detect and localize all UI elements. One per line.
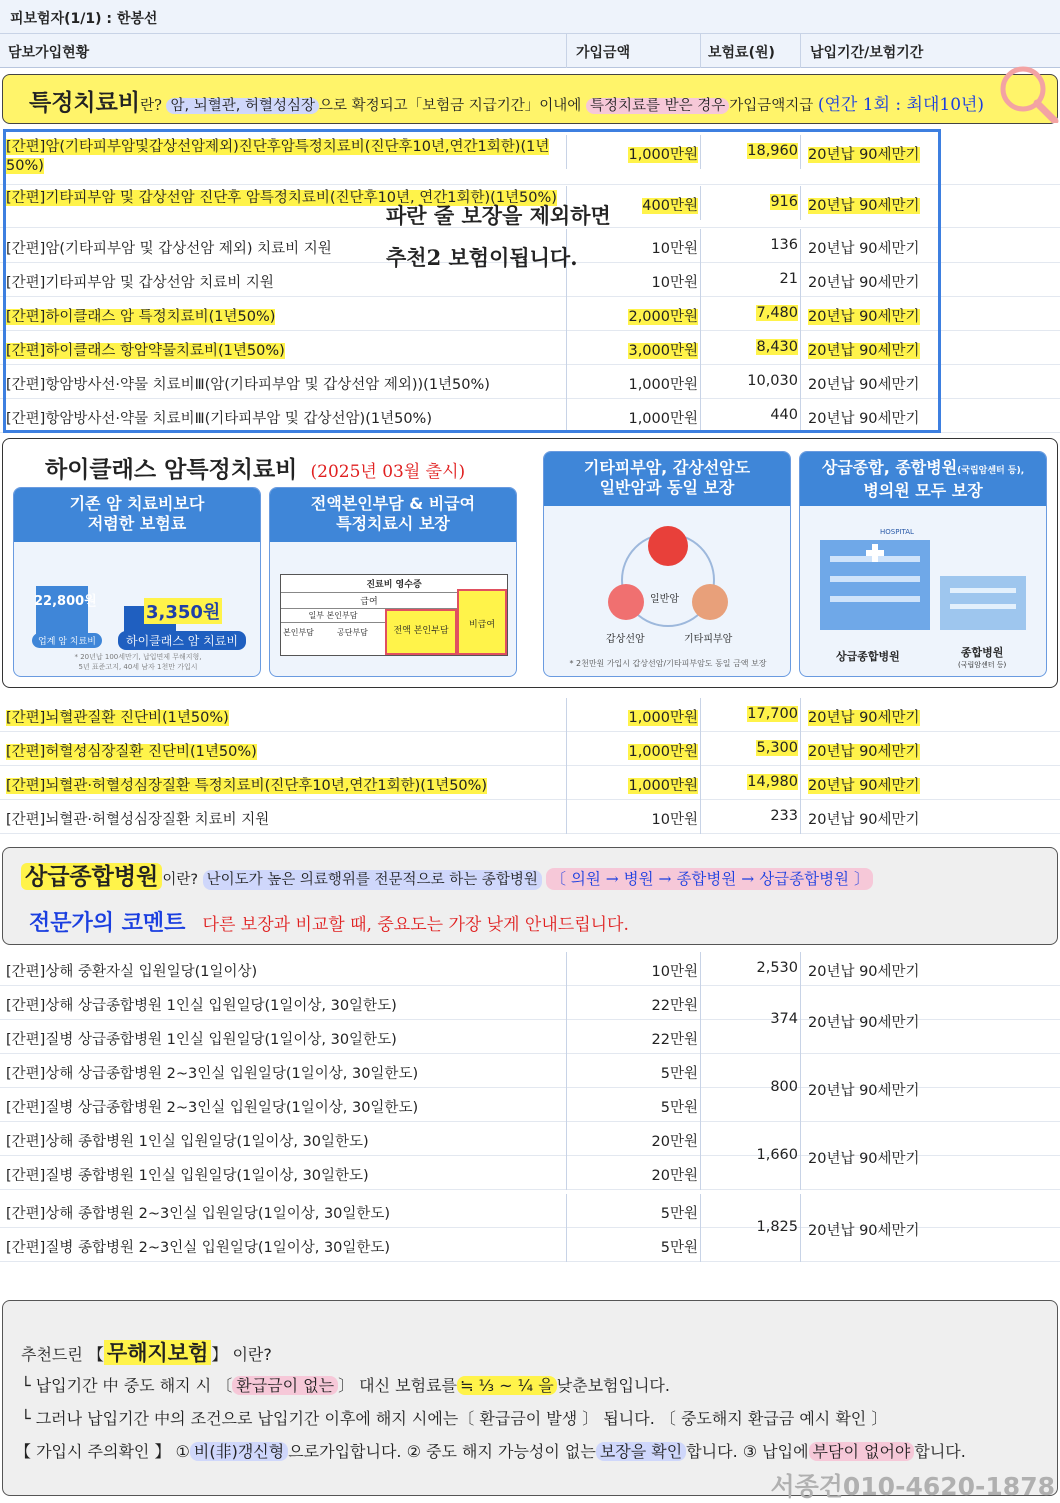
- card1-head: 기존 암 치료비보다 저렴한 보험료: [14, 488, 260, 542]
- hospital-sign: HOSPITAL: [880, 528, 914, 536]
- bottom-l4a: 【 가입시 주의확인 】 ①: [15, 1442, 190, 1461]
- coverage-period: 20년납 90세만기: [808, 778, 920, 794]
- coverage-amount: 1,000만원: [628, 778, 698, 794]
- coverage-amount: 20만원: [651, 1134, 698, 1150]
- coverage-premium: 8,430: [756, 339, 798, 355]
- banner-title: 특정치료비: [29, 89, 141, 116]
- expert-comment: 다른 보장과 비교할 때, 중요도는 가장 낮게 안내드립니다.: [202, 915, 629, 935]
- column-header: [0, 34, 1060, 68]
- coverage-premium: 7,480: [756, 305, 798, 321]
- coverage-name: [간편]질병 종합병원 1인실 입원일당(1일이상, 30일한도): [6, 1168, 369, 1184]
- coverage-period: 20년납 90세만기: [808, 744, 920, 760]
- bottom-l4e: 합니다. ③ 납입에: [686, 1442, 809, 1461]
- cancer-promo-panel: [2, 438, 1058, 688]
- hospital-q: 이란?: [162, 872, 199, 888]
- new-label: 하이클래스 암 치료비: [118, 631, 246, 650]
- bottom-l1a: 추천드린 【: [21, 1345, 104, 1364]
- merged-period: 20년납 90세만기: [808, 1223, 920, 1239]
- coverage-name: [간편]하이클래스 항암약물치료비(1년50%): [6, 343, 285, 359]
- coverage-premium: 916: [770, 194, 798, 210]
- coverage-amount: 2,000만원: [628, 309, 698, 325]
- bottom-l4f: 부담이 없어야: [809, 1442, 915, 1461]
- contact-watermark: 서종건010-4620-1878: [770, 1472, 1055, 1501]
- label-thyroid: 갑상선암: [606, 634, 645, 645]
- bottom-l2a: └ 납입기간 中 중도 해지 시 〔: [21, 1376, 233, 1395]
- coverage-name: [간편]질병 종합병원 2~3인실 입원일당(1일이상, 30일한도): [6, 1240, 391, 1256]
- label-general-hospital: 종합병원 (국립암센터 등): [958, 646, 1007, 669]
- coverage-amount: 10만원: [651, 241, 698, 257]
- coverage-period: 20년납 90세만기: [808, 147, 920, 163]
- label-skin: 기타피부암: [684, 634, 733, 645]
- table-row: [0, 698, 1060, 732]
- card3-note: * 2천만원 가입시 갑상선암/기타피부암도 동일 금액 보장: [569, 659, 767, 668]
- merged-period: 20년납 90세만기: [808, 1151, 920, 1167]
- promo-card-noncovered: [269, 487, 517, 677]
- blue-excluded-frame: [3, 129, 941, 433]
- coverage-amount: 1,000만원: [628, 744, 698, 760]
- merged-premium: 374: [770, 1011, 798, 1027]
- special-treatment-banner: [2, 74, 1058, 124]
- hospital-desc: 난이도가 높은 의료행위를 전문적으로 하는 종합병원: [203, 870, 542, 890]
- insured-name: 피보험자(1/1) : 한봉선: [10, 11, 158, 27]
- coverage-amount: 22만원: [651, 1032, 698, 1048]
- coverage-premium: 10,030: [747, 373, 798, 389]
- coverage-period: 20년납 90세만기: [808, 377, 920, 393]
- overlay-note-line1: 파란 줄 보장을 제외하면: [386, 203, 611, 228]
- coverage-period: 20년납 90세만기: [808, 241, 920, 257]
- new-price: 3,350원: [144, 598, 222, 624]
- coverage-name: [간편]암(기타피부암 및 갑상선암 제외) 치료비 지원: [6, 241, 332, 257]
- hospital-info-panel: [2, 847, 1058, 945]
- merged-period: 20년납 90세만기: [808, 1083, 920, 1099]
- coverage-amount: 10만원: [651, 275, 698, 291]
- coverage-amount: 5만원: [660, 1206, 698, 1222]
- promo-card-price: [13, 487, 261, 677]
- banner-pink: 특정치료를 받은 경우: [586, 98, 729, 114]
- promo-card-hospitals: [799, 451, 1047, 677]
- card3-head: 기타피부암, 갑상선암도 일반암과 동일 보장: [544, 452, 790, 506]
- coverage-amount: 10만원: [651, 964, 698, 980]
- bottom-l2b: 환급금이 없는: [232, 1376, 338, 1395]
- old-price: 22,800원: [34, 594, 97, 609]
- coverage-period: 20년납 90세만기: [808, 309, 920, 325]
- promo-title: 하이클래스 암특정치료비: [45, 456, 298, 483]
- coverage-premium: 17,700: [747, 706, 798, 722]
- coverage-name: [간편]상해 중환자실 입원일당(1일이상): [6, 964, 258, 980]
- hospital-icon: [800, 526, 1047, 636]
- promo-date: (2025년 03월 출시): [310, 462, 466, 482]
- hospital-chain: 〔 의원 → 병원 → 종합병원 → 상급종합병원 〕: [546, 868, 873, 890]
- coverage-name: [간편]기타피부암 및 갑상선암 진단후 암특정치료비(진단후10년, 연간1회한)(1년50%): [6, 190, 557, 206]
- coverage-premium: 5,300: [756, 740, 798, 756]
- banner-q: 란?: [140, 98, 162, 114]
- coverage-premium: 136: [770, 237, 798, 253]
- coverage-name: [간편]항암방사선·약물 치료비Ⅲ(암(기타피부암 및 갑상선암 제외))(1년50%): [6, 377, 490, 393]
- label-tertiary: 상급종합병원: [836, 650, 900, 663]
- card2-head: 전액본인부담 & 비급여 특정치료시 보장: [270, 488, 516, 542]
- bottom-l4c: 으로가입합니다. ② 중도 해지 가능성이 없는: [288, 1442, 596, 1461]
- coverage-amount: 5만원: [660, 1240, 698, 1256]
- coverage-premium: 18,960: [747, 143, 798, 159]
- expert-label: 전문가의 코멘트: [29, 910, 186, 936]
- coverage-period: 20년납 90세만기: [808, 198, 920, 214]
- coverage-name: [간편]상해 상급종합병원 2~3인실 입원일당(1일이상, 30일한도): [6, 1066, 419, 1082]
- coverage-amount: 1,000만원: [628, 377, 698, 393]
- merged-period: 20년납 90세만기: [808, 1015, 920, 1031]
- coverage-name: [간편]상해 종합병원 1인실 입원일당(1일이상, 30일한도): [6, 1134, 369, 1150]
- coverage-name: [간편]질병 상급종합병원 2~3인실 입원일당(1일이상, 30일한도): [6, 1100, 419, 1116]
- overlay-note-line2: 추천2 보험이됩니다.: [386, 245, 578, 270]
- merged-premium: 2,530: [756, 960, 798, 976]
- hospital-title: 상급종합병원: [21, 863, 162, 890]
- banner-text1: 으로 확정되고「보험금 지급기간」이내에: [318, 98, 582, 114]
- coverage-amount: 3,000만원: [628, 343, 698, 359]
- bottom-l4g: 합니다.: [914, 1442, 966, 1461]
- coverage-amount: 10만원: [651, 812, 698, 828]
- bottom-l2e: 낮춘보험입니다.: [556, 1376, 670, 1395]
- coverage-amount: 1,000만원: [628, 411, 698, 427]
- coverage-name: [간편]하이클래스 암 특정치료비(1년50%): [6, 309, 276, 325]
- coverage-period: 20년납 90세만기: [808, 343, 920, 359]
- non-refund-explainer: [2, 1300, 1058, 1501]
- receipt-diagram: 진료비 영수증 급여 일부 본인부담 본인부담 공단부담 전액 본인부담 비급여: [280, 574, 508, 656]
- coverage-period: 20년납 90세만기: [808, 411, 920, 427]
- bottom-l4b: 비(非)갱신형: [190, 1442, 288, 1461]
- coverage-name: [간편]뇌혈관·허혈성심장질환 치료비 지원: [6, 812, 270, 828]
- coverage-premium: 440: [770, 407, 798, 423]
- card1-note: * 20년납 100세만기, 납입면제 무해지형, 5년 표준고지, 40세 남자 1천만 가입시: [74, 653, 202, 671]
- coverage-amount: 22만원: [651, 998, 698, 1014]
- coverage-name: [간편]뇌혈관질환 진단비(1년50%): [6, 710, 229, 726]
- coverage-amount: 1,000만원: [628, 147, 698, 163]
- coverage-name: [간편]허혈성심장질환 진단비(1년50%): [6, 744, 257, 760]
- label-general-cancer: 일반암: [650, 594, 679, 605]
- merged-premium: 800: [770, 1079, 798, 1095]
- coverage-name: [간편]암(기타피부암및갑상선암제외)진단후암특정치료비(진단후10년,연간1회한)(1년50%): [6, 139, 550, 174]
- coverage-premium: 233: [770, 808, 798, 824]
- card4-head: 상급종합, 종합병원(국립암센터 등), 병의원 모두 보장: [800, 452, 1046, 506]
- promo-card-thyroid: [543, 451, 791, 677]
- col-coverage: 담보가입현황: [8, 45, 90, 61]
- merged-period: 20년납 90세만기: [808, 964, 920, 980]
- col-period: 납입기간/보험기간: [810, 45, 924, 61]
- coverage-name: [간편]상해 상급종합병원 1인실 입원일당(1일이상, 30일한도): [6, 998, 397, 1014]
- bottom-l3: └ 그러나 납입기간 中의 조건으로 납입기간 이후에 해지 시에는〔 환급금이 발생 〕 됩니다. 〔 중도해지 환급금 예시 확인 〕: [21, 1409, 888, 1428]
- coverage-premium: 14,980: [747, 774, 798, 790]
- banner-text2: 가입금액지급: [729, 98, 814, 114]
- banner-limit: (연간 1회 : 최대10년): [817, 95, 985, 115]
- col-amount: 가입금액: [576, 45, 631, 61]
- col-premium: 보험료(원): [708, 45, 775, 61]
- magnifier-icon: [993, 63, 1060, 123]
- coverage-amount: 20만원: [651, 1168, 698, 1184]
- bottom-keyword: 무해지보험: [104, 1340, 211, 1365]
- coverage-name: [간편]뇌혈관·허혈성심장질환 특정치료비(진단후10년,연간1회한)(1년50%): [6, 778, 488, 794]
- bottom-l2c: 〕 대신 보험료를: [338, 1376, 458, 1395]
- coverage-premium: 21: [779, 271, 798, 287]
- coverage-name: [간편]기타피부암 및 갑상선암 치료비 지원: [6, 275, 274, 291]
- table-row: [0, 766, 1060, 800]
- coverage-amount: 5만원: [660, 1066, 698, 1082]
- bottom-l1c: 】 이란?: [211, 1345, 272, 1364]
- coverage-name: [간편]항암방사선·약물 치료비Ⅲ(기타피부암 및 갑상선암)(1년50%): [6, 411, 432, 427]
- cancer-cell-icon: [544, 510, 791, 640]
- coverage-name: [간편]상해 종합병원 2~3인실 입원일당(1일이상, 30일한도): [6, 1206, 391, 1222]
- insured-header: [0, 0, 1060, 34]
- coverage-period: 20년납 90세만기: [808, 710, 920, 726]
- coverage-name: [간편]질병 상급종합병원 1인실 입원일당(1일이상, 30일한도): [6, 1032, 397, 1048]
- bottom-l2d: ≒ ⅓ ~ ¼ 을: [457, 1376, 557, 1395]
- old-label: 업계 암 치료비: [32, 633, 102, 648]
- merged-premium: 1,825: [756, 1219, 798, 1235]
- coverage-amount: 1,000만원: [628, 710, 698, 726]
- coverage-period: 20년납 90세만기: [808, 812, 920, 828]
- table-row: [0, 732, 1060, 766]
- bottom-l4d: 보장을 확인: [596, 1442, 686, 1461]
- coverage-amount: 400만원: [642, 198, 698, 214]
- table-row: [0, 800, 1060, 834]
- banner-diseases: 암, 뇌혈관, 허혈성심장: [166, 98, 319, 114]
- merged-premium: 1,660: [756, 1147, 798, 1163]
- coverage-period: 20년납 90세만기: [808, 275, 920, 291]
- coverage-amount: 5만원: [660, 1100, 698, 1116]
